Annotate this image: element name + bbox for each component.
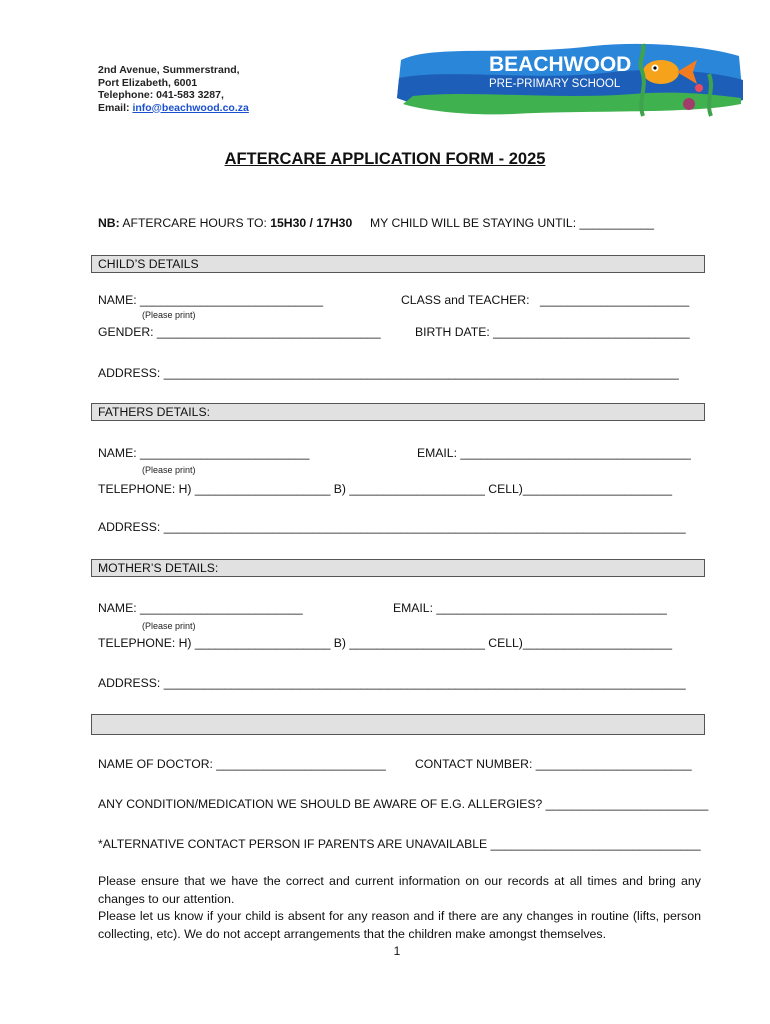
email-label: Email: <box>98 101 133 114</box>
logo-name: BEACHWOOD <box>489 53 632 76</box>
address-line-1: 2nd Avenue, Summerstrand, <box>98 64 240 76</box>
telephone-line: Telephone: 041-583 3287, <box>98 89 224 101</box>
mother-details-heading: MOTHER’S DETAILS: <box>91 559 705 577</box>
child-name-field[interactable]: NAME: ___________________________ <box>98 293 323 307</box>
father-name-field[interactable]: NAME: _________________________ <box>98 446 310 460</box>
class-teacher-field[interactable]: ______________________ <box>540 293 690 307</box>
alternative-contact-field[interactable]: *ALTERNATIVE CONTACT PERSON IF PARENTS ARE UNAVAILABLE _______________________________ <box>98 837 701 851</box>
email-link[interactable]: info@beachwood.co.za <box>132 101 249 114</box>
page-number: 1 <box>393 944 401 958</box>
class-teacher-label: CLASS and TEACHER: <box>401 293 530 307</box>
child-address-field[interactable]: ADDRESS: ____________________________________________________________________________ <box>98 366 679 380</box>
staying-until-field[interactable]: MY CHILD WILL BE STAYING UNTIL: ___________ <box>370 216 655 230</box>
note-records: Please ensure that we have the correct and current information on our records at all times and bring any changes to our attention. <box>98 874 701 906</box>
father-address-field[interactable]: ADDRESS: _____________________________________________________________________________ <box>98 520 686 534</box>
medical-details-heading <box>91 714 705 735</box>
address-line-2: Port Elizabeth, 6001 <box>98 76 198 89</box>
mother-name-field[interactable]: NAME: ________________________ <box>98 601 303 615</box>
father-please-print: (Please print) <box>142 465 196 475</box>
form-title: AFTERCARE APPLICATION FORM - 2025 <box>224 150 546 168</box>
aftercare-hours: 15H30 / 17H30 <box>270 216 353 230</box>
father-details-heading: FATHERS DETAILS: <box>91 403 705 421</box>
logo-subtitle: PRE-PRIMARY SCHOOL <box>489 78 621 90</box>
doctor-name-field[interactable]: NAME OF DOCTOR: _________________________ <box>98 757 386 771</box>
mother-address-field[interactable]: ADDRESS: _____________________________________________________________________________ <box>98 676 686 690</box>
nb-text: AFTERCARE HOURS TO: <box>119 216 271 230</box>
note-absence: Please let us know if your child is absent for any reason and if there are any changes in routine (lifts, person collecting, etc). We do not accept arrangements that the children make amongst themselves. <box>98 909 701 941</box>
child-birth-date-field[interactable]: BIRTH DATE: _____________________________ <box>415 325 690 339</box>
child-please-print: (Please print) <box>142 310 196 320</box>
father-telephone-field[interactable]: TELEPHONE: H) ____________________ B) ____________________ CELL)______________________ <box>98 482 672 496</box>
child-gender-field[interactable]: GENDER: _________________________________ <box>98 325 381 339</box>
condition-medication-field[interactable]: ANY CONDITION/MEDICATION WE SHOULD BE AWARE OF E.G. ALLERGIES? ________________________ <box>98 797 709 811</box>
doctor-contact-field[interactable]: CONTACT NUMBER: _______________________ <box>415 757 692 771</box>
mother-telephone-field[interactable]: TELEPHONE: H) ____________________ B) ____________________ CELL)______________________ <box>98 636 672 650</box>
school-address <box>98 64 249 114</box>
coral-icon <box>683 98 695 110</box>
school-logo <box>393 38 745 118</box>
email-line <box>98 102 249 115</box>
small-fish-icon <box>695 84 703 92</box>
child-details-heading: CHILD’S DETAILS <box>91 255 705 273</box>
nb-line <box>98 216 352 230</box>
nb-prefix: NB: <box>98 216 120 230</box>
father-email-field[interactable]: EMAIL: __________________________________ <box>417 446 691 460</box>
mother-email-field[interactable]: EMAIL: __________________________________ <box>393 601 667 615</box>
mother-please-print: (Please print) <box>142 621 196 631</box>
